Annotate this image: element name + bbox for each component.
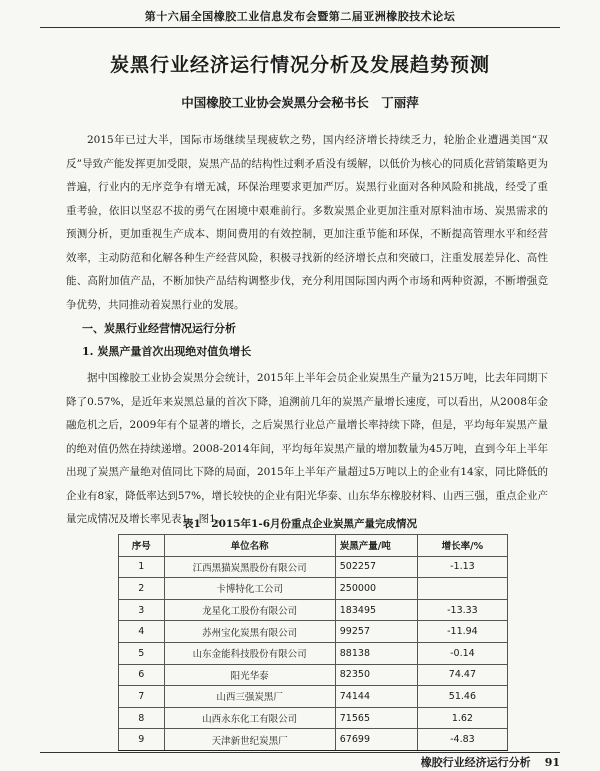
footer-label <box>421 754 560 770</box>
table-row <box>119 621 508 643</box>
table-row <box>119 556 508 578</box>
cell-output: 250000 <box>335 578 417 600</box>
cell-index: 9 <box>119 729 165 751</box>
table-row <box>119 686 508 708</box>
cell-growth: -0.14 <box>417 642 507 664</box>
cell-output: 71565 <box>335 707 417 729</box>
cell-index: 8 <box>119 707 165 729</box>
cell-index: 3 <box>119 599 165 621</box>
table-caption: 表1 2015年1-6月份重点企业炭黑产量完成情况 <box>183 518 417 530</box>
cell-index: 4 <box>119 621 165 643</box>
header-index: 序号 <box>119 535 165 557</box>
table-row <box>119 729 508 751</box>
cell-output: 99257 <box>335 621 417 643</box>
cell-index: 2 <box>119 578 165 600</box>
cell-company: 山西三强炭黑厂 <box>164 686 335 708</box>
body-paragraph: 据中国橡胶工业协会炭黑分会统计，2015年上半年会员企业炭黑生产量为215万吨，比去年同期下降了0.57%，是近年来炭黑总量的首次下降，追溯前几年的炭黑产量增长速度，可以看出，从2008年金融危机之后，2009年有个显著的增长，之后炭黑行业总产量增长率持续下降，但是，平均每年炭黑产量的绝对值仍然在持续递增。2008-2014年间，平均每年炭黑产量的增加数量为45万吨，直到今年上半年出现了炭黑产量绝对值同比下降的局面，2015年上半年产量超过5万吨以上的企业有14家，同比降低的企业有8家，降低率达到57%，增长较快的企业有阳光华泰、山东华东橡胶材料、山西三强，重点企业产量完成情况及增长率见表1、图1。 <box>66 372 548 525</box>
table-row <box>119 578 508 600</box>
cell-company: 苏州宝化炭黑有限公司 <box>164 621 335 643</box>
table-row <box>119 707 508 729</box>
cell-output: 74144 <box>335 686 417 708</box>
cell-growth: 1.62 <box>417 707 507 729</box>
cell-index: 6 <box>119 664 165 686</box>
header-company: 单位名称 <box>164 535 335 557</box>
cell-company: 天津新世纪炭黑厂 <box>164 729 335 751</box>
subsection-heading: 1. 炭黑产量首次出现绝对值负增长 <box>82 345 252 358</box>
table-row <box>119 599 508 621</box>
header-growth: 增长率/% <box>417 535 507 557</box>
cell-growth: 74.47 <box>417 664 507 686</box>
cell-output: 67699 <box>335 729 417 751</box>
author-line: 中国橡胶工业协会炭黑分会秘书长 丁丽萍 <box>181 95 419 110</box>
intro-paragraph: 2015年已过大半，国际市场继续呈现疲软之势，国内经济增长持续乏力，轮胎企业遭遇美国“双反”导致产能发挥更加受限，炭黑产品的结构性过剩矛盾没有缓解，以低价为核心的同质化营销策略更为普遍，行业内的无序竞争有增无减，环保治理要求更加严厉。炭黑行业面对各种风险和挑战，经受了重重考验，依旧以坚忍不拔的勇气在困境中艰难前行。多数炭黑企业更加注重对原料油市场、炭黑需求的预测分析，更加重视生产成本、期间费用的有效控制，更加注重节能和环保，不断提高管理水平和经营效率，主动防范和化解各种生产经营风险，积极寻找新的经济增长点和突破口，注重发展差异化、高性能、高附加值产品，不断加快产品结构调整步伐，充分利用国际国内两个市场和两种资源，不断增强竞争优势，共同推动着炭黑行业的发展。 <box>66 134 548 311</box>
section-heading: 一、炭黑行业经营情况运行分析 <box>82 322 236 335</box>
cell-growth: -11.94 <box>417 621 507 643</box>
cell-output: 502257 <box>335 556 417 578</box>
production-table <box>118 534 508 751</box>
cell-output: 183495 <box>335 599 417 621</box>
cell-company: 山东金能科技股份有限公司 <box>164 642 335 664</box>
running-header: 第十六届全国橡胶工业信息发布会暨第二届亚洲橡胶技术论坛 <box>40 8 560 28</box>
footer-section-name: 橡胶行业经济运行分析 <box>420 756 531 769</box>
table-row <box>119 642 508 664</box>
cell-growth: 51.46 <box>417 686 507 708</box>
header-output: 炭黑产量/吨 <box>335 535 417 557</box>
cell-index: 1 <box>119 556 165 578</box>
article-title: 炭黑行业经济运行情况分析及发展趋势预测 <box>109 54 490 76</box>
cell-index: 7 <box>119 686 165 708</box>
cell-output: 82350 <box>335 664 417 686</box>
cell-company: 龙星化工股份有限公司 <box>164 599 335 621</box>
cell-company: 阳光华泰 <box>164 664 335 686</box>
table-header-row <box>119 535 508 557</box>
page-footer <box>40 752 560 771</box>
cell-growth: -4.83 <box>417 729 507 751</box>
cell-growth <box>417 578 507 600</box>
cell-company: 江西黑猫炭黑股份有限公司 <box>164 556 335 578</box>
cell-company: 卡博特化工公司 <box>164 578 335 600</box>
page-number: 91 <box>544 756 560 769</box>
cell-growth: -1.13 <box>417 556 507 578</box>
cell-growth: -13.33 <box>417 599 507 621</box>
cell-company: 山西永东化工有限公司 <box>164 707 335 729</box>
cell-index: 5 <box>119 642 165 664</box>
cell-output: 88138 <box>335 642 417 664</box>
table-row <box>119 664 508 686</box>
